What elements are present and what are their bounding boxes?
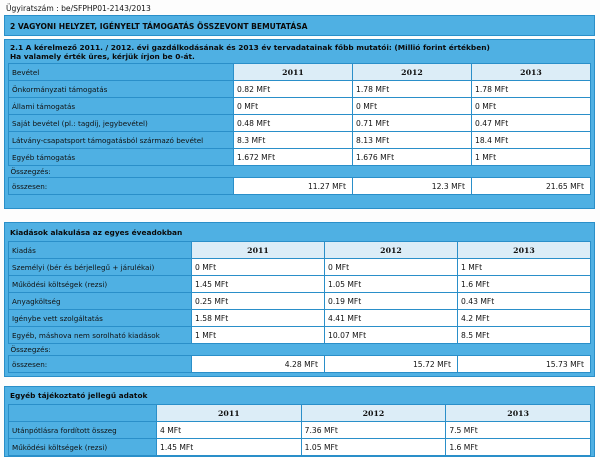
table-row — [9, 98, 591, 115]
expenses-section — [4, 222, 595, 377]
value-field[interactable]: 0.43 MFt — [458, 293, 591, 310]
row-label: Igénybe vett szolgáltatás — [9, 310, 192, 327]
row-label: Utánpótlásra fordított összeg — [9, 422, 157, 439]
value-field[interactable]: 0.82 MFt — [234, 81, 353, 98]
value-field[interactable]: 0 MFt — [234, 98, 353, 115]
year-header: 2012 — [353, 64, 472, 81]
row-label: Látvány-csapatsport támogatásból származó bevétel — [9, 132, 234, 149]
value-field[interactable]: 1.78 MFt — [353, 81, 472, 98]
value-field[interactable]: 8.5 MFt — [458, 327, 591, 344]
total-row — [9, 178, 591, 195]
total-value: 12.3 MFt — [353, 178, 472, 195]
expenses-table — [8, 241, 591, 373]
total-value: 21.65 MFt — [472, 178, 591, 195]
value-field[interactable]: 4.2 MFt — [458, 310, 591, 327]
total-value: 15.72 MFt — [325, 356, 458, 373]
reference-number: Ügyiratszám : be/SFPHP01-2143/2013 — [6, 4, 151, 13]
table-row — [9, 132, 591, 149]
income-section — [4, 39, 595, 209]
other-info-title: Egyéb tájékoztató jellegű adatok — [10, 391, 148, 400]
income-title-line1: 2.1 A kérelmező 2011. / 2012. évi gazdálkodásának és 2013 év tervadatainak főbb mutatói: (Millió forint értékben) — [10, 43, 490, 52]
row-label: Személyi (bér és bérjellegű + járulékai) — [9, 259, 192, 276]
table-row — [9, 422, 591, 439]
row-label: Egyéb, máshova nem sorolható kiadások — [9, 327, 192, 344]
row-label: Állami támogatás — [9, 98, 234, 115]
value-field[interactable]: 4 MFt — [157, 422, 302, 439]
summary-label-row — [9, 344, 591, 356]
total-value: 15.73 MFt — [458, 356, 591, 373]
value-field[interactable]: 0 MFt — [472, 98, 591, 115]
year-header: 2011 — [192, 242, 325, 259]
value-field[interactable]: 1.45 MFt — [157, 439, 302, 456]
table-row — [9, 276, 591, 293]
value-field[interactable]: 1.58 MFt — [192, 310, 325, 327]
year-header: 2013 — [458, 242, 591, 259]
value-field[interactable]: 0.48 MFt — [234, 115, 353, 132]
other-info-table — [8, 404, 591, 456]
value-field[interactable]: 0.47 MFt — [472, 115, 591, 132]
summary-label-row — [9, 166, 591, 178]
value-field[interactable]: 0.19 MFt — [325, 293, 458, 310]
value-field[interactable]: 0 MFt — [353, 98, 472, 115]
row-label: Önkormányzati támogatás — [9, 81, 234, 98]
value-field[interactable]: 1 MFt — [192, 327, 325, 344]
value-field[interactable]: 18.4 MFt — [472, 132, 591, 149]
table-row — [9, 81, 591, 98]
value-field[interactable]: 1.05 MFt — [301, 439, 446, 456]
row-label: Működési költségek (rezsi) — [9, 276, 192, 293]
section-header-title: 2 VAGYONI HELYZET, IGÉNYELT TÁMOGATÁS ÖSSZEVONT BEMUTATÁSA — [10, 22, 308, 31]
total-label: összesen: — [9, 356, 192, 373]
value-field[interactable]: 1.676 MFt — [353, 149, 472, 166]
summary-label: Összegzés: — [9, 166, 591, 178]
row-label: Saját bevétel (pl.: tagdíj, jegybevétel) — [9, 115, 234, 132]
value-field[interactable]: 0 MFt — [325, 259, 458, 276]
total-row — [9, 356, 591, 373]
table-row — [9, 115, 591, 132]
value-field[interactable]: 1.78 MFt — [472, 81, 591, 98]
year-header: 2013 — [472, 64, 591, 81]
row-label: Anyagköltség — [9, 293, 192, 310]
year-header: 2012 — [325, 242, 458, 259]
year-header: 2011 — [157, 405, 302, 422]
row-label: Egyéb támogatás — [9, 149, 234, 166]
value-field[interactable]: 8.3 MFt — [234, 132, 353, 149]
value-field[interactable]: 8.13 MFt — [353, 132, 472, 149]
value-field[interactable]: 1.6 MFt — [446, 439, 591, 456]
value-field[interactable]: 1 MFt — [472, 149, 591, 166]
value-field[interactable]: 0.71 MFt — [353, 115, 472, 132]
table-row — [9, 439, 591, 456]
value-field[interactable]: 10.07 MFt — [325, 327, 458, 344]
income-table — [8, 63, 591, 195]
summary-label: Összegzés: — [9, 344, 591, 356]
section-header-panel — [4, 15, 595, 36]
expenses-col-label: Kiadás — [9, 242, 192, 259]
other-info-section — [4, 386, 595, 457]
value-field[interactable]: 1.45 MFt — [192, 276, 325, 293]
income-title — [8, 42, 591, 63]
total-value: 11.27 MFt — [234, 178, 353, 195]
table-row — [9, 327, 591, 344]
other-col-label — [9, 405, 157, 422]
value-field[interactable]: 7.5 MFt — [446, 422, 591, 439]
value-field[interactable]: 1 MFt — [458, 259, 591, 276]
year-header: 2013 — [446, 405, 591, 422]
year-header: 2012 — [301, 405, 446, 422]
value-field[interactable]: 7.36 MFt — [301, 422, 446, 439]
table-row — [9, 149, 591, 166]
total-value: 4.28 MFt — [192, 356, 325, 373]
other-header-row — [9, 405, 591, 422]
year-header: 2011 — [234, 64, 353, 81]
value-field[interactable]: 4.41 MFt — [325, 310, 458, 327]
total-label: összesen: — [9, 178, 234, 195]
value-field[interactable]: 0 MFt — [192, 259, 325, 276]
income-header-row — [9, 64, 591, 81]
value-field[interactable]: 0.25 MFt — [192, 293, 325, 310]
income-title-line2: Ha valamely érték üres, kérjük írjon be 0-át. — [10, 52, 195, 61]
table-row — [9, 293, 591, 310]
expenses-header-row — [9, 242, 591, 259]
expenses-title: Kiadások alakulása az egyes éveadokban — [10, 228, 183, 237]
value-field[interactable]: 1.672 MFt — [234, 149, 353, 166]
value-field[interactable]: 1.6 MFt — [458, 276, 591, 293]
value-field[interactable]: 1.05 MFt — [325, 276, 458, 293]
table-row — [9, 310, 591, 327]
table-row — [9, 259, 591, 276]
income-col-label: Bevétel — [9, 64, 234, 81]
row-label: Működési költségek (rezsi) — [9, 439, 157, 456]
